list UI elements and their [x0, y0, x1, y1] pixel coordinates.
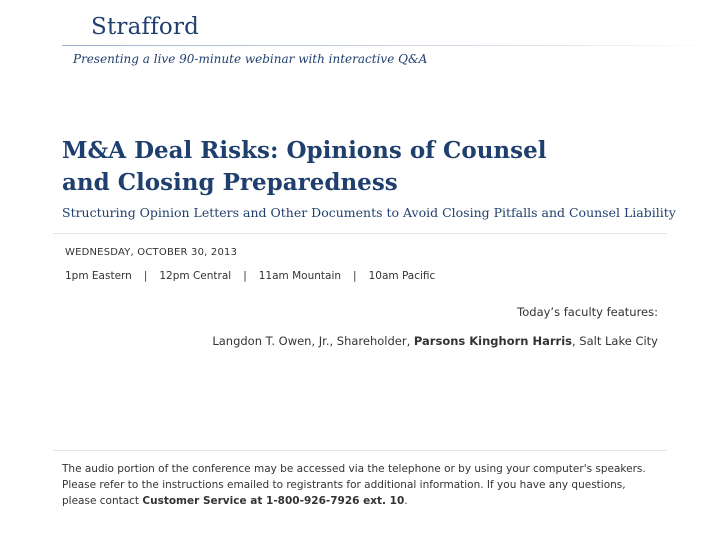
- audio-instructions: [62, 461, 662, 509]
- time-mountain: 11am Mountain: [258, 270, 342, 282]
- title-line-1: M&A Deal Risks: Opinions of Counsel: [62, 137, 547, 164]
- footer-text: The audio portion of the conference may be accessed via the telephone or by using your computer's speakers. Please refer to the instructions emailed to registrants for additional information. If you have any questions, please contact: [62, 463, 646, 507]
- time-eastern: 1pm Eastern: [65, 270, 132, 282]
- time-pacific: 10am Pacific: [368, 270, 436, 282]
- time-separator: |: [143, 270, 148, 282]
- webinar-date: WEDNESDAY, OCTOBER 30, 2013: [65, 247, 238, 258]
- time-central: 12pm Central: [159, 270, 232, 282]
- header-divider: [62, 45, 720, 46]
- webinar-tagline: Presenting a live 90-minute webinar with interactive Q&A: [73, 52, 428, 66]
- faculty-heading: Today’s faculty features:: [517, 305, 658, 319]
- page-subtitle: Structuring Opinion Letters and Other Documents to Avoid Closing Pitfalls and Counsel Liability: [62, 205, 676, 220]
- time-separator: |: [243, 270, 247, 282]
- divider-top: [53, 233, 667, 234]
- speaker-line: [212, 334, 658, 348]
- customer-service-contact: Customer Service at 1-800-926-7926 ext. 10: [142, 495, 405, 507]
- speaker-location: , Salt Lake City: [572, 334, 658, 348]
- page-title: [62, 135, 702, 199]
- webinar-times: [65, 270, 435, 282]
- speaker-name-title: Langdon T. Owen, Jr., Shareholder,: [212, 334, 411, 348]
- divider-bottom: [53, 450, 667, 451]
- strafford-logo: Strafford: [91, 14, 200, 40]
- footer-end: .: [404, 495, 408, 507]
- title-line-2: and Closing Preparedness: [62, 169, 398, 196]
- time-separator: |: [353, 270, 357, 282]
- speaker-firm: Parsons Kinghorn Harris: [413, 334, 572, 348]
